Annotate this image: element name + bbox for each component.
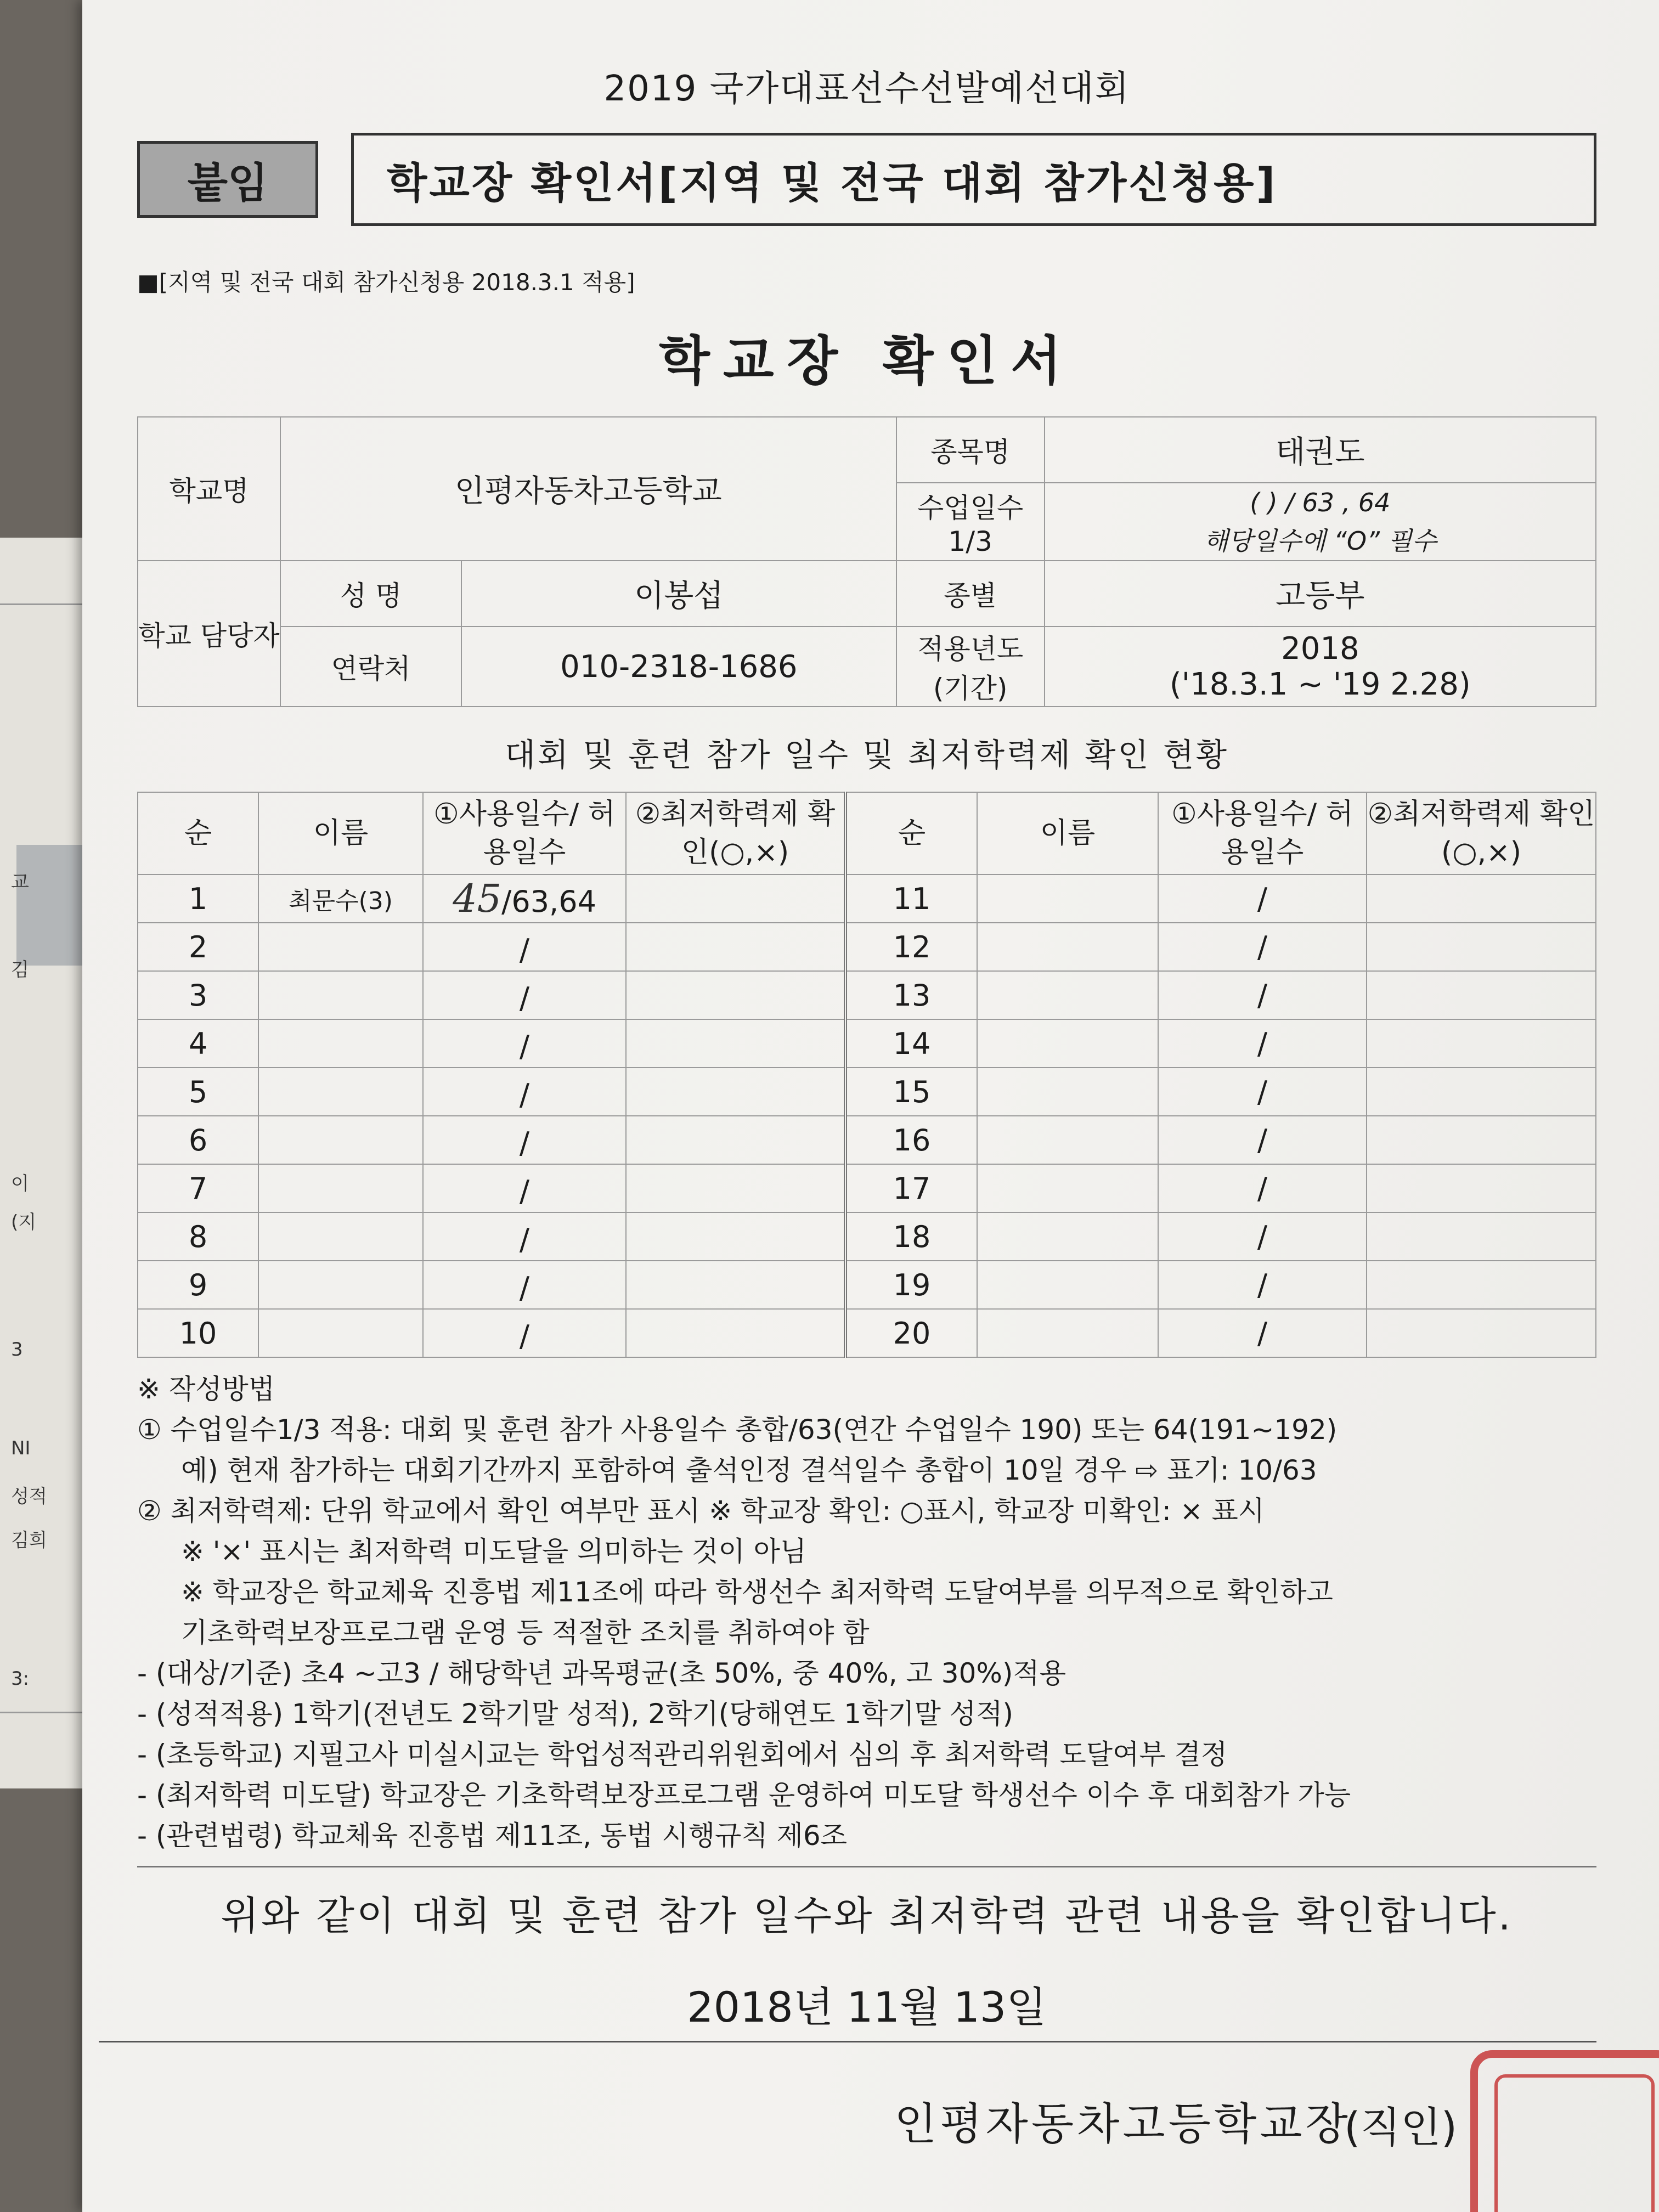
- row-name: [258, 1261, 423, 1309]
- row-no: 4: [138, 1019, 258, 1068]
- row-name: [977, 1068, 1158, 1116]
- col-academic: ②최저학력제 확인(○,×): [626, 792, 845, 874]
- row-academic: [1367, 1116, 1596, 1164]
- handwritten-days: 45: [453, 876, 502, 921]
- method-line: ① 수업일수1/3 적용: 대회 및 훈련 참가 사용일수 총합/63(연간 수업일수 190) 또는 64(191~192): [137, 1414, 1338, 1446]
- row-no: 15: [845, 1068, 977, 1116]
- table-row: [138, 923, 1596, 971]
- row-no: 13: [845, 971, 977, 1019]
- row-days: /: [1158, 923, 1367, 971]
- row-academic: [1367, 1212, 1596, 1261]
- name-label: 성 명: [280, 561, 461, 627]
- row-days: [423, 1019, 626, 1068]
- method-line: - (대상/기준) 초4 ~고3 / 해당학년 과목평균(초 50%, 중 40%, 고 30%)적용: [137, 1657, 1066, 1689]
- row-name: [977, 1019, 1158, 1068]
- principal-title: 인평자동차고등학교장: [894, 2098, 1351, 2149]
- days-allowed: /: [519, 1126, 530, 1160]
- days-allowed: /: [519, 933, 530, 967]
- days-allowed: /: [519, 1174, 530, 1209]
- row-days: [423, 874, 626, 923]
- row-academic: [1367, 1019, 1596, 1068]
- event-title: 2019 국가대표선수선발예선대회: [603, 69, 1130, 109]
- col-days: ①사용일수/ 허용일수: [1158, 792, 1367, 874]
- row-days: [423, 1068, 626, 1116]
- school-value: 인평자동차고등학교: [280, 417, 896, 561]
- signature-row: [137, 2056, 1596, 2198]
- days-allowed: /: [519, 981, 530, 1015]
- row-academic: [1367, 971, 1596, 1019]
- bottom-rule: [99, 2041, 1596, 2042]
- year-cell: [1045, 627, 1596, 707]
- table-row: [138, 1212, 1596, 1261]
- method-line: - (초등학교) 지필고사 미실시교는 학업성적관리위원회에서 심의 후 최저학력 도달여부 결정: [137, 1739, 1228, 1770]
- row-days: /: [1158, 1212, 1367, 1261]
- underlay-text: 김희: [11, 1530, 47, 1551]
- divider: [137, 1866, 1596, 1867]
- participation-grid: [137, 792, 1596, 1358]
- row-name: [258, 1019, 423, 1068]
- row-academic: [626, 1068, 845, 1116]
- row-no: 20: [845, 1309, 977, 1357]
- row-no: 19: [845, 1261, 977, 1309]
- table-row: [138, 1068, 1596, 1116]
- method-line: 예) 현재 참가하는 대회기간까지 포함하여 출석인정 결석일수 총합이 10일 경우 ⇨ 표기: 10/63: [181, 1454, 1317, 1486]
- col-no: 순: [845, 792, 977, 874]
- days-value: ( ) / 63 , 64: [1250, 488, 1391, 517]
- row-days: [423, 1116, 626, 1164]
- table-row: [138, 1019, 1596, 1068]
- row-no: 12: [845, 923, 977, 971]
- row-name: [258, 971, 423, 1019]
- grid-body: [138, 874, 1596, 1357]
- sport-value: 태권도: [1045, 417, 1596, 483]
- days-label: 수업일수 1/3: [896, 483, 1045, 561]
- row-no: 6: [138, 1116, 258, 1164]
- row-no: 14: [845, 1019, 977, 1068]
- table-row: [138, 1116, 1596, 1164]
- row-name: [258, 1116, 423, 1164]
- row-days: /: [1158, 971, 1367, 1019]
- row-name: [977, 1164, 1158, 1212]
- grid-header-row: [138, 792, 1596, 874]
- sport-label: 종목명: [896, 417, 1045, 483]
- method-line: ※ 학교장은 학교체육 진흥법 제11조에 따라 학생선수 최저학력 도달여부를 의무적으로 확인하고: [181, 1576, 1333, 1608]
- row-academic: [1367, 1068, 1596, 1116]
- row-academic: [1367, 874, 1596, 923]
- row-name: [258, 923, 423, 971]
- row-name: [977, 1261, 1158, 1309]
- row-days: [423, 1164, 626, 1212]
- year-label: 적용년도 (기간): [896, 627, 1045, 707]
- phone-value: 010-2318-1686: [461, 627, 896, 707]
- underlay-text: 3: [11, 1339, 23, 1361]
- underlay-text: 3:: [11, 1668, 30, 1690]
- row-name: [258, 1164, 423, 1212]
- col-name: 이름: [977, 792, 1158, 874]
- row-days: [423, 1212, 626, 1261]
- row-no: 9: [138, 1261, 258, 1309]
- row-academic: [626, 874, 845, 923]
- header-row: [137, 133, 1596, 226]
- info-table: [137, 416, 1596, 707]
- row-no: 2: [138, 923, 258, 971]
- row-name: [977, 1116, 1158, 1164]
- name-value: 이봉섭: [461, 561, 896, 627]
- row-academic: [626, 1019, 845, 1068]
- method-line: - (성적적용) 1학기(전년도 2학기말 성적), 2학기(당해연도 1학기말 성적): [137, 1698, 1013, 1730]
- days-cell: [1045, 483, 1596, 561]
- row-academic: [626, 923, 845, 971]
- method-line: 기초학력보장프로그램 운영 등 적절한 조치를 취하여야 함: [181, 1617, 870, 1649]
- method-line: - (최저학력 미도달) 학교장은 기초학력보장프로그램 운영하여 미도달 학생선수 이수 후 대회참가 가능: [137, 1779, 1351, 1811]
- row-no: 16: [845, 1116, 977, 1164]
- row-academic: [626, 1261, 845, 1309]
- method-title: ※ 작성방법: [137, 1373, 275, 1405]
- underlay-text: 이: [11, 1173, 29, 1195]
- underlay-text: 교: [11, 871, 29, 893]
- attachment-tag: 붙임: [137, 141, 318, 218]
- underlay-text: 성적: [11, 1486, 47, 1508]
- contact-label: 학교 담당자: [138, 561, 280, 707]
- row-no: 8: [138, 1212, 258, 1261]
- table-row: [138, 874, 1596, 923]
- seal-label: (직인): [1344, 2103, 1458, 2152]
- row-days: [423, 923, 626, 971]
- underlay-text: (지: [11, 1211, 37, 1233]
- document-content: [137, 60, 1596, 2198]
- underlay-text: 김: [11, 959, 29, 981]
- form-sub-note: ■[지역 및 전국 대회 참가신청용 2018.3.1 적용]: [137, 269, 635, 296]
- writing-method: [137, 1369, 1596, 1856]
- row-name: 최문수(3): [258, 874, 423, 923]
- row-no: 18: [845, 1212, 977, 1261]
- document-title: 학교장 확인서: [659, 330, 1075, 392]
- row-days: [423, 1261, 626, 1309]
- col-no: 순: [138, 792, 258, 874]
- table-row: [138, 971, 1596, 1019]
- row-name: [258, 1309, 423, 1357]
- row-no: 11: [845, 874, 977, 923]
- row-academic: [626, 971, 845, 1019]
- row-days: /: [1158, 1164, 1367, 1212]
- row-no: 7: [138, 1164, 258, 1212]
- table-row: [138, 1261, 1596, 1309]
- row-academic: [1367, 1261, 1596, 1309]
- days-allowed: /: [519, 1029, 530, 1064]
- row-no: 3: [138, 971, 258, 1019]
- col-academic: ②최저학력제 확인(○,×): [1367, 792, 1596, 874]
- row-academic: [1367, 1164, 1596, 1212]
- days-allowed: /: [519, 1319, 530, 1353]
- row-days: /: [1158, 874, 1367, 923]
- row-days: [423, 1309, 626, 1357]
- row-name: [258, 1068, 423, 1116]
- row-days: /: [1158, 1019, 1367, 1068]
- row-academic: [626, 1309, 845, 1357]
- row-days: /: [1158, 1068, 1367, 1116]
- row-no: 10: [138, 1309, 258, 1357]
- row-no: 1: [138, 874, 258, 923]
- row-academic: [1367, 923, 1596, 971]
- row-academic: [626, 1116, 845, 1164]
- method-line: ※ '×' 표시는 최저학력 미도달을 의미하는 것이 아님: [181, 1536, 807, 1567]
- form-banner: 학교장 확인서[지역 및 전국 대회 참가신청용]: [351, 133, 1596, 226]
- school-label: 학교명: [138, 417, 280, 561]
- row-days: /: [1158, 1261, 1367, 1309]
- method-line: - (관련법령) 학교체육 진흥법 제11조, 동법 시행규칙 제6조: [137, 1820, 847, 1852]
- year-period: ('18.3.1 ~ '19 2.28): [1169, 667, 1471, 702]
- days-allowed: /63,64: [501, 884, 596, 919]
- issue-date: 2018년 11월 13일: [687, 1983, 1047, 2032]
- row-name: [977, 971, 1158, 1019]
- row-academic: [1367, 1309, 1596, 1357]
- table-row: [138, 1309, 1596, 1357]
- row-no: 17: [845, 1164, 977, 1212]
- method-line: ② 최저학력제: 단위 학교에서 확인 여부만 표시 ※ 학교장 확인: ○표시, 학교장 미확인: × 표시: [137, 1495, 1265, 1527]
- col-days: ①사용일수/ 허용일수: [423, 792, 626, 874]
- table-row: [138, 1164, 1596, 1212]
- row-name: [258, 1212, 423, 1261]
- section-title: 대회 및 훈련 참가 일수 및 최저학력제 확인 현황: [504, 736, 1229, 774]
- phone-label: 연락처: [280, 627, 461, 707]
- days-allowed: /: [519, 1077, 530, 1112]
- row-name: [977, 874, 1158, 923]
- row-academic: [626, 1164, 845, 1212]
- underlay-text: NI: [11, 1437, 31, 1459]
- year-value: 2018: [1281, 631, 1359, 667]
- row-academic: [626, 1212, 845, 1261]
- row-name: [977, 1309, 1158, 1357]
- document-sheet: [82, 0, 1659, 2212]
- row-days: /: [1158, 1309, 1367, 1357]
- days-allowed: /: [519, 1271, 530, 1305]
- official-seal-icon: [1470, 2050, 1659, 2212]
- category-value: 고등부: [1045, 561, 1596, 627]
- row-days: /: [1158, 1116, 1367, 1164]
- days-note: 해당일수에 “O” 필수: [1204, 526, 1437, 556]
- days-allowed: /: [519, 1222, 530, 1257]
- row-days: [423, 971, 626, 1019]
- category-label: 종별: [896, 561, 1045, 627]
- row-no: 5: [138, 1068, 258, 1116]
- row-name: [977, 1212, 1158, 1261]
- confirmation-statement: 위와 같이 대회 및 훈련 참가 일수와 최저학력 관련 내용을 확인합니다.: [221, 1893, 1513, 1939]
- col-name: 이름: [258, 792, 423, 874]
- row-name: [977, 923, 1158, 971]
